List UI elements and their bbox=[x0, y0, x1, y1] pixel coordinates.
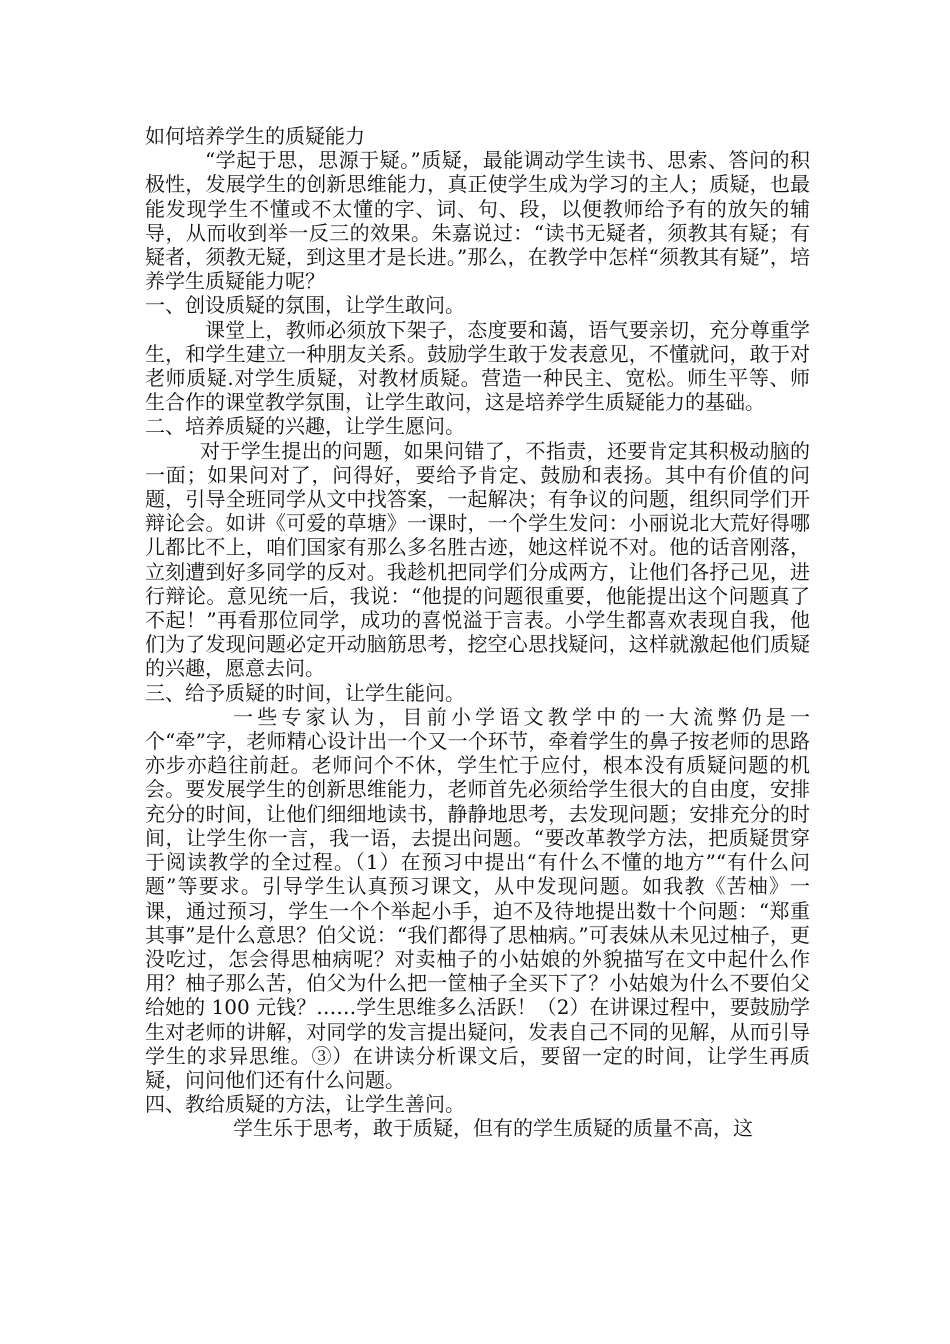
section-heading-3: 三、给予质疑的时间，让学生能问。 bbox=[145, 680, 465, 705]
section-body-3: 一些专家认为，目前小学语文教学中的一大流弊仍是一个“牵”字，老师精心设计出一个又一个环节，牵着学生的鼻子按老师的思路亦步亦趋往前赶。老师问个不休，学生忙于应付，根本没有质疑问题的机会。要发展学生的创新思维能力，老师首先必须给学生很大的自由度，安排充分的时间，让他们细细地读书，静静地思考，去发现问题；安排充分的时间，让学生你一言，我一语，去提出问题。“要改革教学方法，把质疑贯穿于阅读教学的全过程。（1）在预习中提出“有什么不懂的地方”“有什么问题”等要求。引导学生认真预习课文，从中发现问题。如我教《苦柚》一课，通过预习，学生一个个举起小手，迫不及待地提出数十个问题：“郑重其事”是什么意思？伯父说：“我们都得了思柚病。”可表妹从未见过柚子，更没吃过，怎会得思柚病呢？对卖柚子的小姑娘的外貌描写在文中起什么作用？柚子那么苦，伯父为什么把一筐柚子全买下了？小姑娘为什么不要伯父给她的 100 元钱？……学生思维多么活跃！（2）在讲课过程中，要鼓励学生对老师的讲解，对同学的发言提出疑问，发表自己不同的见解，从而引导学生的求异思维。③）在讲读分析课文后，要留一定的时间，让学生再质疑，问问他们还有什么问题。 bbox=[145, 704, 810, 1092]
section-body-4: 学生乐于思考，敢于质疑，但有的学生质疑的质量不高，这 bbox=[233, 1116, 753, 1141]
section-heading-2: 二、培养质疑的兴趣，让学生愿问。 bbox=[145, 414, 465, 439]
section-heading-4: 四、教给质疑的方法，让学生善问。 bbox=[145, 1092, 465, 1117]
section-body-1: 课堂上，教师必须放下架子，态度要和蔼，语气要亲切，充分尊重学生，和学生建立一种朋友关系。鼓励学生敢于发表意见，不懂就问，敢于对老师质疑.对学生质疑，对教材质疑。营造一种民主、宽松。师生平等、师生合作的课堂教学氛围，让学生敢问，这是培养学生质疑能力的基础。 bbox=[145, 317, 810, 415]
document-page bbox=[145, 124, 810, 1141]
intro-paragraph: “学起于思，思源于疑。”质疑，最能调动学生读书、思索、答问的积极性，发展学生的创新思维能力，真正使学生成为学习的主人；质疑，也最能发现学生不懂或不太懂的字、词、句、段，以便教师给予有的放矢的辅导，从而收到举一反三的效果。朱嘉说过：“读书无疑者，须教其有疑；有疑者，须教无疑，到这里才是长进。”那么，在教学中怎样“须教其有疑”，培养学生质疑能力呢？ bbox=[145, 148, 810, 294]
document-title: 如何培养学生的质疑能力 bbox=[145, 124, 365, 148]
section-heading-1: 一、创设质疑的氛围，让学生敢问。 bbox=[145, 293, 465, 318]
section-body-2: 对于学生提出的问题，如果问错了，不指责，还要肯定其积极动脑的一面；如果问对了，问得好，要给予肯定、鼓励和表扬。其中有价值的问题，引导全班同学从文中找答案，一起解决；有争议的问题，组织同学们开辩论会。如讲《可爱的草塘》一课时，一个学生发问：小丽说北大荒好得哪儿都比不上，咱们国家有那么多名胜古迹，她这样说不对。他的话音刚落，立刻遭到好多同学的反对。我趁机把同学们分成两方，让他们各抒己见，进行辩论。意见统一后，我说：“他提的问题很重要，他能提出这个问题真了不起！”再看那位同学，成功的喜悦溢于言表。小学生都喜欢表现自我，他们为了发现问题必定开动脑筋思考，挖空心思找疑问，这样就激起他们质疑的兴趣，愿意去问。 bbox=[145, 438, 810, 681]
